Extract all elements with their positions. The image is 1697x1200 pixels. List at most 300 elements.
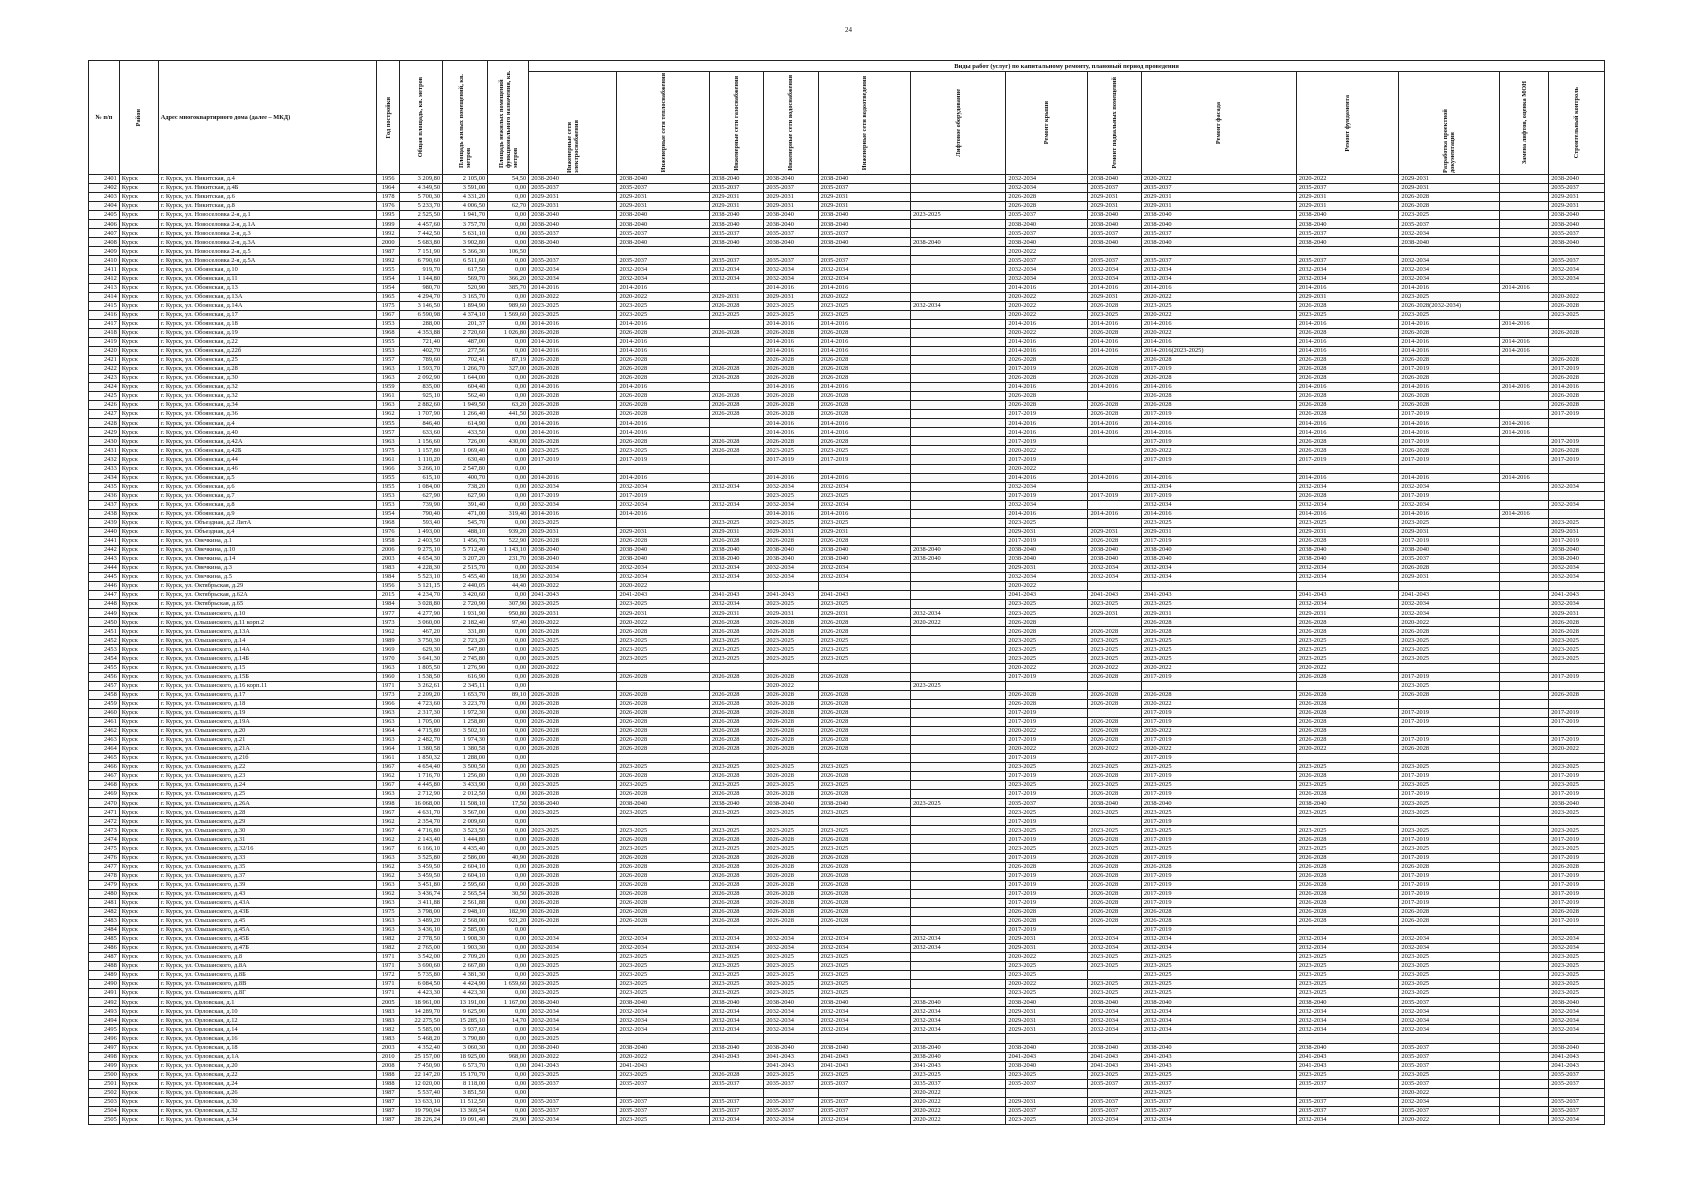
work-period-cell: 2032-2034	[1088, 274, 1141, 283]
work-period-cell: 2041-2043	[1141, 1061, 1296, 1070]
year-cell: 1987	[377, 1115, 400, 1124]
work-period-cell: 2038-2040	[1088, 220, 1141, 229]
address-cell: г. Курск, ул. Ольшанского, д.17	[158, 690, 377, 699]
work-period-cell: 2032-2034	[1549, 500, 1605, 509]
work-period-cell	[617, 1034, 709, 1043]
work-period-cell	[529, 464, 617, 473]
work-period-cell: 2023-2025	[1296, 962, 1399, 971]
work-period-cell	[910, 735, 1005, 744]
work-period-cell: 2029-2031	[1088, 527, 1141, 536]
work-period-cell: 2026-2028	[1296, 491, 1399, 500]
district-cell: Курск	[119, 790, 158, 799]
work-period-cell: 2017-2019	[1006, 790, 1088, 799]
total-area-cell: 4 654,30	[399, 554, 442, 563]
work-period-cell: 2014-2016(2023-2025)	[1141, 346, 1296, 355]
work-period-cell: 2023-2025	[529, 971, 617, 980]
work-period-cell: 2023-2025	[617, 781, 709, 790]
col-header-work: Ремонт фундамента	[1296, 72, 1399, 175]
work-period-cell: 2026-2028	[818, 862, 910, 871]
year-cell: 1964	[377, 184, 400, 193]
year-cell: 1982	[377, 1025, 400, 1034]
work-period-cell: 2029-2031	[1006, 564, 1088, 573]
work-period-cell: 2026-2028	[1399, 355, 1500, 364]
work-period-cell: 2020-2022	[1006, 446, 1088, 455]
work-period-cell: 2026-2028	[529, 328, 617, 337]
work-period-cell: 2038-2040	[1141, 220, 1296, 229]
year-cell: 1987	[377, 1097, 400, 1106]
total-area-cell: 2 317,30	[399, 708, 442, 717]
work-period-cell: 2023-2025	[1296, 989, 1399, 998]
work-period-cell: 2017-2019	[1006, 491, 1088, 500]
work-period-cell: 2038-2040	[910, 238, 1005, 247]
work-period-cell: 2038-2040	[529, 799, 617, 808]
work-period-cell: 2026-2028	[529, 401, 617, 410]
table-row	[89, 835, 1605, 844]
work-period-cell: 2014-2016	[1088, 346, 1141, 355]
work-period-cell: 2026-2028	[1549, 301, 1605, 310]
work-period-cell: 2038-2040	[1296, 554, 1399, 563]
work-period-cell: 2023-2025	[709, 518, 763, 527]
nonliving-area-cell: 0,00	[488, 971, 529, 980]
work-period-cell: 2041-2043	[617, 1061, 709, 1070]
work-period-cell: 2023-2025	[764, 808, 818, 817]
year-cell: 1987	[377, 1088, 400, 1097]
work-period-cell: 2035-2037	[1006, 799, 1088, 808]
work-period-cell: 2023-2025	[617, 763, 709, 772]
work-period-cell: 2035-2037	[529, 256, 617, 265]
living-area-cell: 726,00	[443, 437, 488, 446]
work-period-cell: 2014-2016	[617, 428, 709, 437]
work-period-cell: 2017-2019	[1006, 835, 1088, 844]
nonliving-area-cell: 1 659,60	[488, 980, 529, 989]
work-period-cell	[1296, 754, 1399, 763]
work-period-cell	[1499, 392, 1548, 401]
work-period-cell: 2032-2034	[1399, 609, 1500, 618]
work-period-cell: 2026-2028	[1088, 871, 1141, 880]
living-area-cell: 487,00	[443, 337, 488, 346]
work-period-cell	[1088, 247, 1141, 256]
row-number: 2452	[89, 636, 120, 645]
work-period-cell	[1399, 582, 1500, 591]
address-cell: г. Курск, ул. Ольшанского, д.33	[158, 853, 377, 862]
work-period-cell	[1499, 500, 1548, 509]
total-area-cell: 3 489,20	[399, 916, 442, 925]
work-period-cell	[764, 663, 818, 672]
nonliving-area-cell: 0,00	[488, 464, 529, 473]
address-cell: г. Курск, ул. Ольшанского, д.8Г	[158, 989, 377, 998]
work-period-cell: 2026-2028	[818, 618, 910, 627]
total-area-cell: 4 716,80	[399, 826, 442, 835]
total-area-cell: 5 585,00	[399, 1025, 442, 1034]
work-period-cell: 2026-2028	[1296, 898, 1399, 907]
nonliving-area-cell: 0,00	[488, 763, 529, 772]
row-number: 2473	[89, 826, 120, 835]
work-period-cell: 2023-2025	[764, 971, 818, 980]
work-period-cell: 2038-2040	[910, 545, 1005, 554]
work-period-cell: 2029-2031	[1006, 1097, 1088, 1106]
district-cell: Курск	[119, 916, 158, 925]
year-cell: 1955	[377, 473, 400, 482]
work-period-cell	[1499, 1088, 1548, 1097]
work-period-cell: 2026-2028	[1399, 862, 1500, 871]
work-period-cell	[910, 790, 1005, 799]
address-cell: г. Курск, ул. Обоянская, д.10	[158, 265, 377, 274]
district-cell: Курск	[119, 925, 158, 934]
living-area-cell: 738,20	[443, 482, 488, 491]
address-cell: г. Курск, ул. Ольшанского, д.39	[158, 880, 377, 889]
nonliving-area-cell: 0,00	[488, 645, 529, 654]
work-period-cell: 2026-2028	[1296, 916, 1399, 925]
table-row	[89, 871, 1605, 880]
work-period-cell: 2026-2028	[1088, 835, 1141, 844]
row-number: 2413	[89, 283, 120, 292]
work-period-cell: 2023-2025	[529, 763, 617, 772]
work-period-cell: 2026-2028	[1296, 328, 1399, 337]
table-row	[89, 654, 1605, 663]
work-period-cell: 2020-2022	[1141, 292, 1296, 301]
total-area-cell: 3 542,00	[399, 953, 442, 962]
address-cell: г. Курск, ул. Обоянская, д.13	[158, 283, 377, 292]
work-period-cell: 2029-2031	[1296, 202, 1399, 211]
work-period-cell: 2017-2019	[1549, 772, 1605, 781]
district-cell: Курск	[119, 1097, 158, 1106]
work-period-cell: 2032-2034	[529, 943, 617, 952]
table-row	[89, 193, 1605, 202]
work-period-cell: 2026-2028	[1296, 889, 1399, 898]
district-cell: Курск	[119, 699, 158, 708]
living-area-cell: 1 069,40	[443, 446, 488, 455]
work-period-cell	[1499, 690, 1548, 699]
work-period-cell: 2020-2022	[529, 1052, 617, 1061]
work-period-cell: 2023-2025	[1006, 645, 1088, 654]
row-number: 2414	[89, 292, 120, 301]
work-period-cell	[1499, 464, 1548, 473]
total-area-cell: 2 403,50	[399, 536, 442, 545]
total-area-cell: 2 482,70	[399, 735, 442, 744]
work-period-cell	[818, 1088, 910, 1097]
work-period-cell: 2017-2019	[1141, 708, 1296, 717]
work-period-cell: 2041-2043	[764, 1052, 818, 1061]
works-group-header: Виды работ (услуг) по капитальному ремонту, плановый период проведения	[529, 61, 1605, 72]
work-period-cell: 2026-2028	[1088, 907, 1141, 916]
row-number: 2439	[89, 518, 120, 527]
nonliving-area-cell: 0,00	[488, 500, 529, 509]
table-row	[89, 889, 1605, 898]
work-period-cell	[1499, 1115, 1548, 1124]
work-period-cell: 2032-2034	[818, 1115, 910, 1124]
work-period-cell	[529, 817, 617, 826]
work-period-cell: 2023-2025	[1399, 211, 1500, 220]
living-area-cell: 1 266,70	[443, 364, 488, 373]
district-cell: Курск	[119, 554, 158, 563]
address-cell: г. Курск, ул. Обоянская, д.44	[158, 455, 377, 464]
work-period-cell: 2035-2037	[1006, 229, 1088, 238]
work-period-cell	[529, 925, 617, 934]
district-cell: Курск	[119, 319, 158, 328]
work-period-cell	[1141, 582, 1296, 591]
work-period-cell	[1088, 817, 1141, 826]
work-period-cell: 2026-2028	[529, 355, 617, 364]
work-period-cell: 2014-2016	[1006, 383, 1088, 392]
work-period-cell: 2032-2034	[1549, 1115, 1605, 1124]
work-period-cell: 2029-2031	[1399, 573, 1500, 582]
work-period-cell: 2029-2031	[764, 527, 818, 536]
work-period-cell: 2032-2034	[1088, 934, 1141, 943]
living-area-cell: 2 585,00	[443, 925, 488, 934]
work-period-cell	[617, 518, 709, 527]
table-row	[89, 925, 1605, 934]
work-period-cell: 2014-2016	[818, 283, 910, 292]
year-cell: 1963	[377, 708, 400, 717]
work-period-cell: 2026-2028	[1296, 835, 1399, 844]
work-period-cell: 2038-2040	[1088, 998, 1141, 1007]
work-period-cell	[1549, 419, 1605, 428]
district-cell: Курск	[119, 482, 158, 491]
living-area-cell: 617,50	[443, 265, 488, 274]
total-area-cell: 4 234,70	[399, 591, 442, 600]
address-cell: г. Курск, ул. Ольшанского, д.19	[158, 708, 377, 717]
living-area-cell: 331,80	[443, 627, 488, 636]
total-area-cell: 4 352,40	[399, 1043, 442, 1052]
work-period-cell: 2014-2016	[1141, 383, 1296, 392]
year-cell: 1956	[377, 582, 400, 591]
work-period-cell: 2035-2037	[709, 1079, 763, 1088]
total-area-cell: 3 121,15	[399, 582, 442, 591]
district-cell: Курск	[119, 726, 158, 735]
work-period-cell	[1296, 681, 1399, 690]
work-period-cell	[910, 247, 1005, 256]
work-period-cell	[1549, 925, 1605, 934]
address-cell: г. Курск, ул. Ольшанского, д.16 корп.11	[158, 681, 377, 690]
work-period-cell: 2032-2034	[1006, 573, 1088, 582]
living-area-cell: 627,90	[443, 491, 488, 500]
work-period-cell: 2023-2025	[818, 763, 910, 772]
year-cell: 1953	[377, 491, 400, 500]
work-period-cell: 2014-2016	[1141, 428, 1296, 437]
work-period-cell	[910, 573, 1005, 582]
address-cell: г. Курск, ул. Ольшанского, д.43А	[158, 898, 377, 907]
work-period-cell: 2026-2028	[1296, 862, 1399, 871]
work-period-cell	[1499, 754, 1548, 763]
work-period-cell	[1088, 455, 1141, 464]
work-period-cell: 2026-2028	[1296, 355, 1399, 364]
work-period-cell: 2023-2025	[1006, 609, 1088, 618]
year-cell: 1970	[377, 654, 400, 663]
work-period-cell	[1296, 1034, 1399, 1043]
work-period-cell	[1499, 962, 1548, 971]
address-cell: г. Курск, ул. Ольшанского, д.20	[158, 726, 377, 735]
work-period-cell	[1499, 763, 1548, 772]
work-period-cell	[764, 817, 818, 826]
row-number: 2411	[89, 265, 120, 274]
work-period-cell	[1499, 934, 1548, 943]
work-period-cell: 2029-2031	[1006, 943, 1088, 952]
work-period-cell: 2038-2040	[529, 545, 617, 554]
work-period-cell: 2014-2016	[1088, 419, 1141, 428]
work-period-cell: 2026-2028	[818, 898, 910, 907]
work-period-cell	[709, 473, 763, 482]
total-area-cell: 9 275,10	[399, 545, 442, 554]
district-cell: Курск	[119, 455, 158, 464]
address-cell: г. Курск, ул. Никитская, д.6	[158, 193, 377, 202]
total-area-cell: 3 436,10	[399, 925, 442, 934]
work-period-cell: 2038-2040	[529, 554, 617, 563]
work-period-cell	[1499, 889, 1548, 898]
work-period-cell	[910, 175, 1005, 184]
work-period-cell: 2026-2028	[1141, 374, 1296, 383]
nonliving-area-cell: 182,90	[488, 907, 529, 916]
work-period-cell: 2014-2016	[1399, 473, 1500, 482]
work-period-cell: 2026-2028	[1549, 627, 1605, 636]
work-period-cell	[910, 274, 1005, 283]
work-period-cell: 2035-2037	[709, 229, 763, 238]
total-area-cell: 593,40	[399, 518, 442, 527]
work-period-cell: 2029-2031	[617, 193, 709, 202]
work-period-cell: 2017-2019	[1006, 880, 1088, 889]
work-period-cell	[1499, 1016, 1548, 1025]
living-area-cell: 433,50	[443, 428, 488, 437]
row-number: 2502	[89, 1088, 120, 1097]
row-number: 2424	[89, 383, 120, 392]
total-area-cell: 22 147,20	[399, 1070, 442, 1079]
living-area-cell: 2 595,60	[443, 880, 488, 889]
work-period-cell: 2038-2040	[1549, 799, 1605, 808]
work-period-cell: 2017-2019	[1141, 889, 1296, 898]
work-period-cell: 2026-2028	[617, 672, 709, 681]
row-number: 2474	[89, 835, 120, 844]
nonliving-area-cell: 0,00	[488, 735, 529, 744]
work-period-cell: 2026-2028	[1141, 355, 1296, 364]
district-cell: Курск	[119, 1016, 158, 1025]
work-period-cell: 2017-2019	[1006, 735, 1088, 744]
work-period-cell: 2038-2040	[1399, 238, 1500, 247]
total-area-cell: 3 459,50	[399, 862, 442, 871]
work-period-cell	[1499, 971, 1548, 980]
living-area-cell: 2 565,54	[443, 889, 488, 898]
col-header-living-area: Площадь жилых помещений, кв. метров	[443, 61, 488, 175]
address-cell: г. Курск, ул. Орловская, д.22	[158, 1070, 377, 1079]
work-period-cell	[1549, 509, 1605, 518]
total-area-cell: 4 353,88	[399, 328, 442, 337]
district-cell: Курск	[119, 989, 158, 998]
living-area-cell: 3 207,20	[443, 554, 488, 563]
district-cell: Курск	[119, 998, 158, 1007]
total-area-cell: 16 068,00	[399, 799, 442, 808]
work-period-cell	[910, 283, 1005, 292]
district-cell: Курск	[119, 518, 158, 527]
work-period-cell: 2023-2025	[529, 310, 617, 319]
work-period-cell	[910, 880, 1005, 889]
work-period-cell: 2032-2034	[1296, 564, 1399, 573]
work-period-cell: 2026-2028	[818, 853, 910, 862]
district-cell: Курск	[119, 582, 158, 591]
work-period-cell	[709, 1088, 763, 1097]
work-period-cell: 2035-2037	[617, 184, 709, 193]
year-cell: 1962	[377, 835, 400, 844]
work-period-cell: 2023-2025	[764, 953, 818, 962]
work-period-cell: 2035-2037	[1549, 184, 1605, 193]
work-period-cell	[1549, 582, 1605, 591]
work-period-cell: 2032-2034	[1549, 573, 1605, 582]
nonliving-area-cell: 366,20	[488, 274, 529, 283]
living-area-cell: 1 931,90	[443, 609, 488, 618]
work-period-cell: 2026-2028	[1088, 672, 1141, 681]
table-row	[89, 518, 1605, 527]
work-period-cell: 2026-2028	[1296, 627, 1399, 636]
work-period-cell: 2023-2025	[529, 826, 617, 835]
work-period-cell: 2014-2016	[1088, 509, 1141, 518]
work-period-cell: 2026-2028	[1006, 193, 1088, 202]
work-period-cell: 2029-2031	[1141, 609, 1296, 618]
work-period-cell: 2032-2034	[764, 482, 818, 491]
work-period-cell: 2026-2028	[1088, 401, 1141, 410]
work-period-cell: 2032-2034	[1296, 500, 1399, 509]
work-period-cell	[910, 374, 1005, 383]
district-cell: Курск	[119, 283, 158, 292]
work-period-cell: 2026-2028	[1296, 410, 1399, 419]
work-period-cell: 2023-2025	[709, 980, 763, 989]
work-period-cell: 2032-2034	[764, 1025, 818, 1034]
work-period-cell: 2017-2019	[1141, 880, 1296, 889]
work-period-cell	[1499, 880, 1548, 889]
work-period-cell	[1549, 464, 1605, 473]
work-period-cell: 2014-2016	[818, 337, 910, 346]
table-row	[89, 509, 1605, 518]
living-area-cell: 2 720,90	[443, 600, 488, 609]
row-number: 2488	[89, 962, 120, 971]
nonliving-area-cell: 0,00	[488, 744, 529, 753]
work-period-cell: 2014-2016	[617, 346, 709, 355]
work-period-cell	[1549, 663, 1605, 672]
total-area-cell: 13 633,10	[399, 1097, 442, 1106]
address-cell: г. Курск, ул. Ольшанского, д.45Б	[158, 934, 377, 943]
living-area-cell: 2 182,40	[443, 618, 488, 627]
work-period-cell: 2020-2022	[1006, 744, 1088, 753]
work-period-cell	[764, 1088, 818, 1097]
work-period-cell	[910, 509, 1005, 518]
work-period-cell	[910, 428, 1005, 437]
table-row	[89, 1097, 1605, 1106]
work-period-cell: 2014-2016	[1296, 473, 1399, 482]
work-period-cell: 2026-2028	[764, 880, 818, 889]
living-area-cell: 3 523,50	[443, 826, 488, 835]
table-row	[89, 319, 1605, 328]
work-period-cell	[709, 283, 763, 292]
work-period-cell: 2023-2025	[529, 781, 617, 790]
address-cell: г. Курск, ул. Ольшанского, д.32/16	[158, 844, 377, 853]
work-period-cell: 2032-2034	[818, 934, 910, 943]
work-period-cell: 2026-2028	[1399, 202, 1500, 211]
row-number: 2417	[89, 319, 120, 328]
work-period-cell: 2026-2028	[1549, 374, 1605, 383]
address-cell: г. Курск, ул. Обоянская, д.34	[158, 401, 377, 410]
work-period-cell	[1499, 871, 1548, 880]
work-period-cell: 2023-2025	[1549, 781, 1605, 790]
work-period-cell: 2032-2034	[1088, 943, 1141, 952]
living-area-cell: 1 941,70	[443, 211, 488, 220]
work-period-cell: 2032-2034	[1141, 1016, 1296, 1025]
work-period-cell: 2023-2025	[1296, 826, 1399, 835]
year-cell: 1975	[377, 301, 400, 310]
work-period-cell: 2035-2037	[1399, 554, 1500, 563]
work-period-cell	[910, 871, 1005, 880]
col-header-work: Строительный контроль	[1549, 72, 1605, 175]
total-area-cell: 1 084,00	[399, 482, 442, 491]
work-period-cell: 2014-2016	[1296, 346, 1399, 355]
table-row	[89, 781, 1605, 790]
work-period-cell: 2023-2025	[764, 600, 818, 609]
col-header-work: Ремонт подвальных помещений	[1088, 72, 1141, 175]
